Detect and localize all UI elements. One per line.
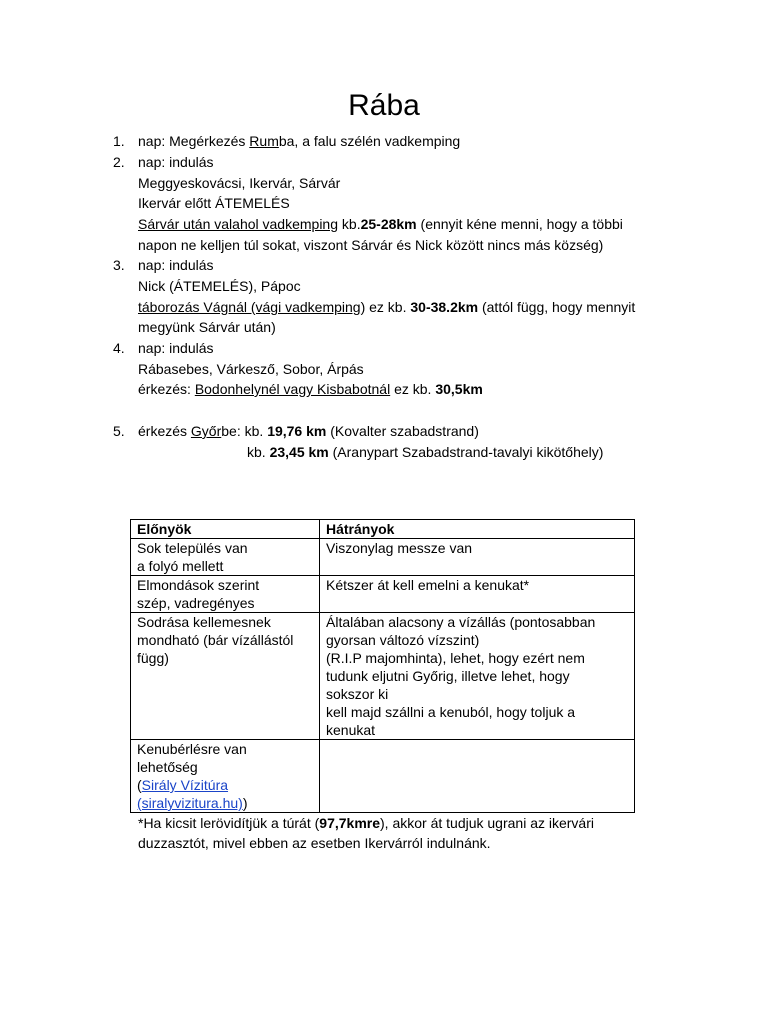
cell-text: sokszor ki [326, 686, 389, 702]
con-cell [320, 576, 635, 613]
day2-line4 [138, 214, 623, 235]
cell-text: lehetőség [137, 759, 198, 775]
day2-text-a: kb. [338, 216, 361, 232]
cell-text: gyorsan változó vízszint) [326, 632, 480, 648]
day3-text-a: ) ez kb. [360, 299, 411, 315]
list-number-2: 2. [113, 154, 125, 170]
day4-text-b: ez kb. [390, 381, 436, 397]
footnote-line2: duzzasztót, mivel ebben az esetben Ikervárról indulnánk. [138, 835, 491, 851]
day3-text-c: (attól függ, hogy mennyit [478, 299, 636, 315]
day3-line1: nap: indulás [138, 257, 214, 273]
cell-text: Általában alacsony a vízállás (pontosabban [326, 614, 596, 630]
table-header-row [131, 520, 635, 539]
day1-underlined-rum: Rum [249, 133, 279, 149]
list-number-4: 4. [113, 340, 125, 356]
footnote-text-c: ), akkor át tudjuk ugrani az ikervári [380, 815, 594, 831]
list-number-1: 1. [113, 133, 125, 149]
footnote-text-a: *Ha kicsit lerövidítjük a túrát ( [138, 815, 320, 831]
cell-text: (R.I.P majomhinta), lehet, hogy ezért nem [326, 650, 585, 666]
day5-text-a: érkezés [138, 423, 191, 439]
table-row [131, 539, 635, 576]
con-cell [320, 613, 635, 740]
cell-text: Elmondások szerint [137, 577, 260, 593]
pro-cell [131, 740, 320, 813]
day4-distance: 30,5km [435, 381, 483, 397]
day1-line [138, 131, 460, 152]
cell-text: tudunk eljutni Győrig, illetve lehet, hogy [326, 668, 570, 684]
document-title: Rába [348, 89, 420, 122]
day2-line1: nap: indulás [138, 154, 214, 170]
pros-cons-table [130, 519, 635, 813]
cell-link-line [137, 776, 313, 794]
list-number-3: 3. [113, 257, 125, 273]
day1-text-a: nap: Megérkezés [138, 133, 250, 149]
cell-link-line [137, 794, 313, 812]
day1-text-b: ba, a falu szélén vadkemping [278, 133, 461, 149]
cell-text: Sok település van [137, 540, 248, 556]
siralyvizitura-url-link[interactable]: (siralyvizitura.hu) [137, 795, 243, 811]
day5-text-b: be: kb. [221, 423, 268, 439]
cell-text: a folyó mellett [137, 558, 224, 574]
paren-open: ( [137, 777, 142, 793]
table-row [131, 576, 635, 613]
header-pros: Előnyök [131, 520, 320, 539]
day2-text-c: (ennyit kéne menni, hogy a többi [416, 216, 623, 232]
day2-line5: napon ne kelljen túl sokat, viszont Sárvár és Nick között nincs más község) [138, 237, 604, 253]
day4-text-a: érkezés: [138, 381, 195, 397]
con-cell-empty [320, 740, 635, 813]
day5-underlined-gyor: Győr [190, 423, 222, 439]
cell-text: Kétszer át kell emelni a kenukat* [326, 577, 530, 593]
header-cons: Hátrányok [320, 520, 635, 539]
list-number-5: 5. [113, 423, 125, 439]
day5-line2 [247, 442, 603, 463]
pro-cell [131, 539, 320, 576]
siraly-vizitura-link[interactable]: Sirály Vízitúra [141, 777, 229, 793]
cell-text: Viszonylag messze van [326, 540, 473, 556]
cell-text: Kenubérlésre van [137, 741, 247, 757]
cell-text: Sodrása kellemesnek [137, 614, 271, 630]
day2-underlined-camp: Sárvár után valahol vadkemping [138, 216, 339, 232]
day3-line3 [138, 297, 635, 318]
day5-line2-text-c: (Aranypart Szabadstrand-tavalyi kikötőhely) [328, 444, 604, 460]
day5-distance-2: 23,45 km [269, 444, 329, 460]
pro-cell [131, 613, 320, 740]
day4-line3 [138, 379, 483, 400]
day2-distance: 25-28km [360, 216, 417, 232]
day5-line1 [138, 421, 479, 442]
day3-underlined-camp: táborozás Vágnál (vági vadkemping [138, 299, 361, 315]
con-cell [320, 539, 635, 576]
day3-line2: Nick (ÁTEMELÉS), Pápoc [138, 278, 301, 294]
day4-line1: nap: indulás [138, 340, 214, 356]
day5-distance-1: 19,76 km [267, 423, 327, 439]
day2-line3: Ikervár előtt ÁTEMELÉS [138, 195, 290, 211]
day4-line2: Rábasebes, Várkesző, Sobor, Árpás [138, 361, 364, 377]
cell-text: mondható (bár vízállástól [137, 632, 294, 648]
day5-text-d: (Kovalter szabadstrand) [326, 423, 479, 439]
paren-close: ) [242, 795, 248, 811]
cell-text: függ) [137, 650, 169, 666]
day3-line4: megyünk Sárvár után) [138, 319, 276, 335]
footnote-line1 [138, 813, 594, 834]
table-row [131, 740, 635, 813]
cell-text: kell majd szállni a kenuból, hogy toljuk a [326, 704, 576, 720]
table-row [131, 613, 635, 740]
day4-underlined-place: Bodonhelynél vagy Kisbabotnál [194, 381, 391, 397]
cell-text: szép, vadregényes [137, 595, 255, 611]
day2-line2: Meggyeskovácsi, Ikervár, Sárvár [138, 175, 341, 191]
day5-line2-text-a: kb. [247, 444, 270, 460]
day3-distance: 30-38.2km [410, 299, 479, 315]
footnote-distance: 97,7kmre [319, 815, 381, 831]
cell-text: kenukat [326, 722, 376, 738]
pro-cell [131, 576, 320, 613]
